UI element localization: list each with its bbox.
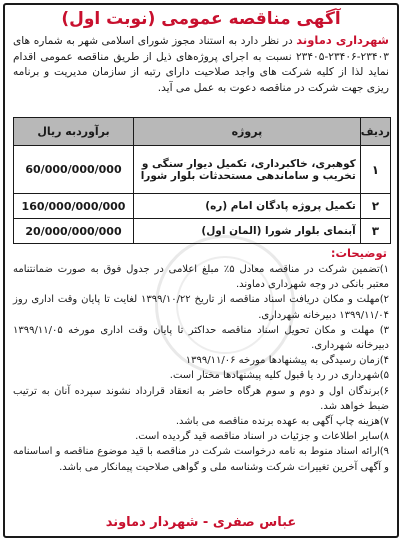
table-row	[14, 219, 391, 244]
header-index: ردیف	[360, 118, 390, 146]
row-estimate: 60/000/000/000	[14, 146, 134, 194]
intro-text: در نظر دارد به استناد مجوز شورای اسلامی شهر به شماره های ۲۳۴۰۳-۲۳۴۰۶-۲۳۴۰۵ نسبت به اجرای پروژه‌های ذیل از طریق مناقصه عمومی اقدام نماید لذا از کلیه شرکت های واجد صلاحیت دارای رتبه از سازمان مدیریت و برنامه ریزی جهت شرکت در مناقصه دعوت به عمل می آید.	[13, 35, 389, 94]
tender-notice	[3, 3, 399, 538]
row-project: تکمیل پروژه پادگان امام (ره)	[134, 194, 361, 219]
row-index: ۲	[360, 194, 390, 219]
note-item: ۷)هزینه چاپ آگهی به عهده برنده مناقصه می باشد.	[175, 416, 389, 428]
header-estimate: برآوردبه ریال	[14, 118, 134, 146]
notice-title: آگهی مناقصه عمومی (نوبت اول)	[61, 9, 341, 29]
table-row	[14, 194, 391, 219]
header-project: پروژه	[134, 118, 361, 146]
row-estimate: 160/000/000/000	[14, 194, 134, 219]
note-item: ۴)زمان رسیدگی به پیشنهادها مورخه ۱۳۹۹/۱۱/۰۶	[185, 355, 389, 367]
note-item: ۲)مهلت و مکان دریافت اسناد مناقصه از تاریخ ۱۳۹۹/۱۰/۲۲ لغایت تا پایان وقت اداری روز ۱۳۹۹/۱۱/۰۴ دبیرخانه شهرداری.	[13, 294, 389, 321]
row-index: ۳	[360, 219, 390, 244]
row-estimate: 20/000/000/000	[14, 219, 134, 244]
row-project: کوهبری، خاکبرداری، تکمیل دیوار سنگی و تخریب و ساماندهی مستحدثات بلوار شورا	[134, 146, 361, 194]
table-row	[14, 146, 391, 194]
note-item: ۸)سایر اطلاعات و جزئیات در اسناد مناقصه قید گردیده است.	[135, 431, 389, 443]
note-item: ۵)شهرداری در رد یا قبول کلیه پیشنهادها مختار است.	[169, 370, 389, 382]
note-item: ۶)برندگان اول و دوم و سوم هرگاه حاضر به انعقاد قرارداد نشوند سپرده آنان به ترتیب ضبط خواهد شد.	[13, 385, 389, 412]
notes-title: توضیحات:	[330, 246, 387, 260]
row-index: ۱	[360, 146, 390, 194]
note-item: ۹)ارائه اسناد منوط به نامه درخواست شرکت در مناقصه با قید موضوع مناقصه و اساسنامه و آگهی آخرین تغییرات شرکت وشناسه ملی و گواهی صلاحیت پیمانکار می باشد.	[13, 446, 389, 473]
intro-paragraph	[13, 33, 389, 96]
projects-table	[13, 117, 391, 244]
municipality-name: شهرداری دماوند	[296, 33, 389, 47]
note-item: ۱)تضمین شرکت در مناقصه معادل ۵٪ مبلغ اعلامی در جدول فوق به صورت ضمانتنامه معتبر بانکی در وجه شهرداری دماوند.	[13, 264, 390, 291]
notes-list	[13, 262, 389, 475]
note-item: ۳) مهلت و مکان تحویل اسناد مناقصه حداکثر تا پایان وقت اداری مورخه ۱۳۹۹/۱۱/۰۵ دبیرخانه شهرداری.	[13, 324, 389, 352]
signature: عباس صفری - شهردار دماوند	[105, 515, 297, 530]
row-project: آبنمای بلوار شورا (المان اول)	[134, 219, 361, 244]
table-header-row	[14, 118, 391, 146]
